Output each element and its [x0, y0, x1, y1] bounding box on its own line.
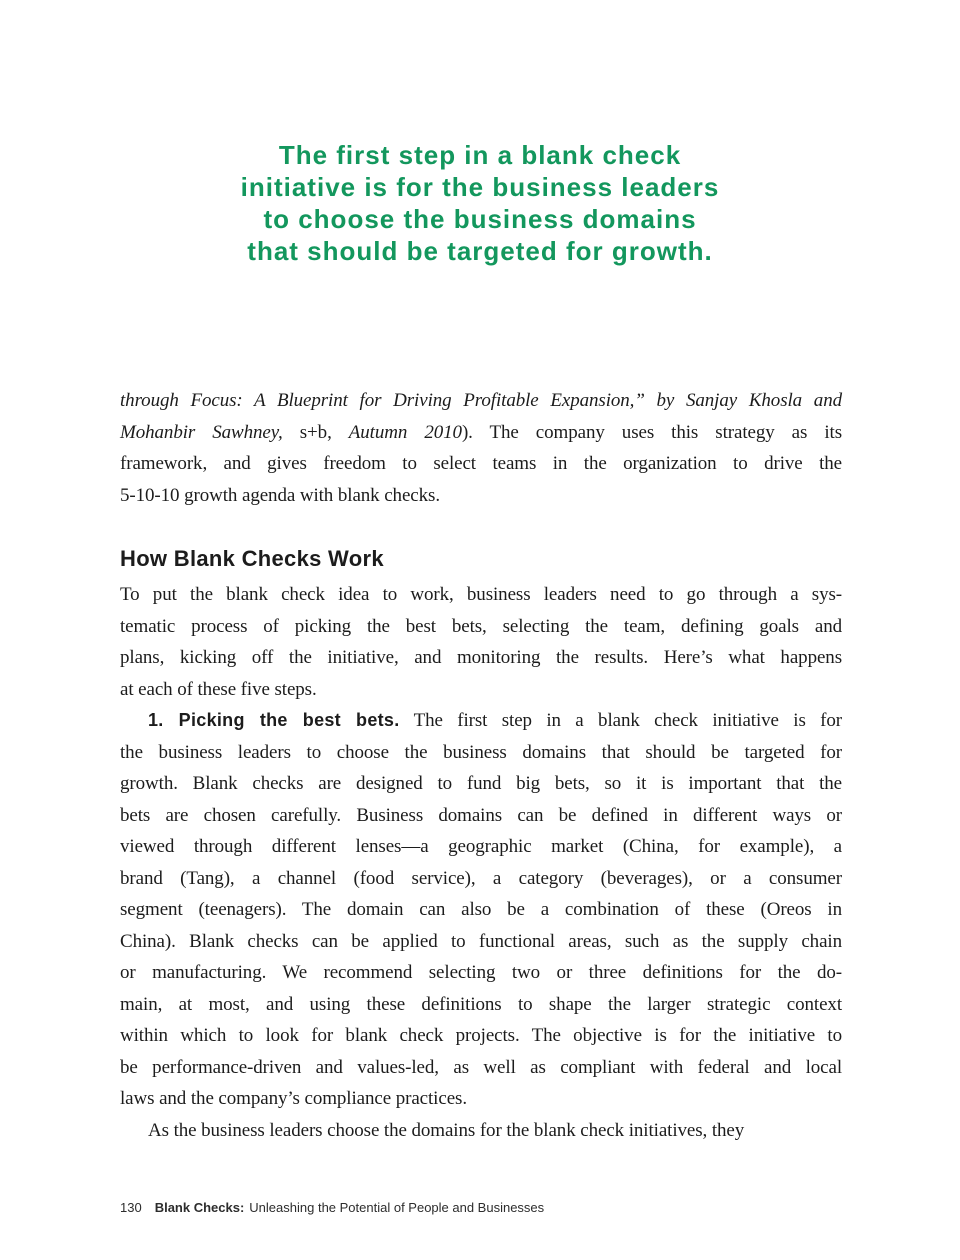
pull-quote-line: that should be targeted for growth.	[247, 236, 713, 266]
pull-quote-line: initiative is for the business leaders	[240, 172, 720, 202]
pull-quote-line: to choose the business domains	[263, 204, 697, 234]
pull-quote	[0, 139, 960, 267]
text-line	[120, 768, 842, 800]
text-segment: 1. Picking the best bets.	[148, 710, 400, 730]
text-line	[120, 417, 842, 449]
text-line	[120, 957, 842, 989]
text-line	[120, 831, 842, 863]
text-line	[120, 448, 842, 480]
section-heading: How Blank Checks Work	[120, 546, 384, 571]
text-line	[120, 705, 842, 737]
text-line	[120, 674, 842, 706]
text-line	[120, 1052, 842, 1084]
footer-book-title: Blank Checks:	[154, 1200, 245, 1215]
text-segment: China). Blank checks can be applied to functional areas, such as the supply chain	[120, 930, 842, 952]
text-line	[120, 737, 842, 769]
text-segment: plans, kicking off the initiative, and monitoring the results. Here’s what happens	[120, 647, 842, 668]
text-line	[120, 642, 842, 674]
text-segment: framework, and gives freedom to select teams in the organization to drive the	[120, 453, 842, 474]
paragraph	[120, 1115, 842, 1147]
text-line	[120, 579, 842, 611]
body-text	[120, 385, 842, 1146]
page-number: 130	[120, 1200, 142, 1215]
text-segment: Mohanbir Sawhney,	[120, 421, 283, 443]
text-segment: growth. Blank checks are designed to fund big bets, so it is important that the	[120, 773, 842, 794]
pull-quote-line: The first step in a blank check	[278, 140, 682, 170]
text-segment: 5-10-10 growth agenda with blank checks.	[120, 484, 440, 506]
text-segment: ). The company uses this strategy as its	[461, 421, 843, 443]
text-segment: through Focus: A Blueprint for Driving Profitable Expansion,” by Sanjay Khosla and	[120, 390, 842, 411]
text-segment: s+b,	[282, 421, 349, 443]
text-segment: within which to look for blank check projects. The objective is for the initiative to	[120, 1025, 842, 1046]
text-line	[120, 611, 842, 643]
text-line	[120, 989, 842, 1021]
text-line	[120, 800, 842, 832]
text-line	[120, 480, 842, 512]
paragraph	[120, 705, 842, 1115]
text-segment: The first step in a blank check initiative is for	[399, 710, 842, 731]
text-segment: Autumn 2010	[348, 421, 462, 443]
text-segment: To put the blank check idea to work, business leaders need to go through a sys-	[120, 584, 842, 605]
text-line	[120, 894, 842, 926]
paragraph	[120, 579, 842, 705]
text-line	[120, 1083, 842, 1115]
text-line	[120, 863, 842, 895]
text-segment: tematic process of picking the best bets, selecting the team, defining goals and	[120, 615, 842, 637]
footer-book-subtitle: Unleashing the Potential of People and Businesses	[249, 1200, 545, 1215]
text-segment: segment (teenagers). The domain can also be a combination of these (Oreos in	[120, 899, 842, 920]
text-line	[120, 1020, 842, 1052]
text-segment: As the business leaders choose the domains for the blank check initiatives, they	[148, 1119, 745, 1141]
text-segment: main, at most, and using these definitions to shape the larger strategic context	[120, 993, 842, 1015]
text-line	[120, 385, 842, 417]
text-segment: at each of these five steps.	[120, 678, 317, 700]
text-line	[120, 926, 842, 958]
text-segment: bets are chosen carefully. Business domains can be defined in different ways or	[120, 804, 842, 826]
text-segment: brand (Tang), a channel (food service), a category (beverages), or a consumer	[120, 867, 842, 889]
text-segment: or manufacturing. We recommend selecting two or three definitions for the do-	[120, 962, 842, 983]
text-segment: the business leaders to choose the business domains that should be targeted for	[120, 741, 842, 763]
page-footer	[120, 1200, 544, 1216]
text-segment: laws and the company’s compliance practices.	[120, 1088, 467, 1109]
text-line	[120, 1115, 842, 1147]
text-segment: be performance-driven and values-led, as well as compliant with federal and local	[120, 1056, 842, 1078]
text-segment: viewed through different lenses—a geographic market (China, for example), a	[120, 836, 842, 857]
paragraph	[120, 385, 842, 511]
